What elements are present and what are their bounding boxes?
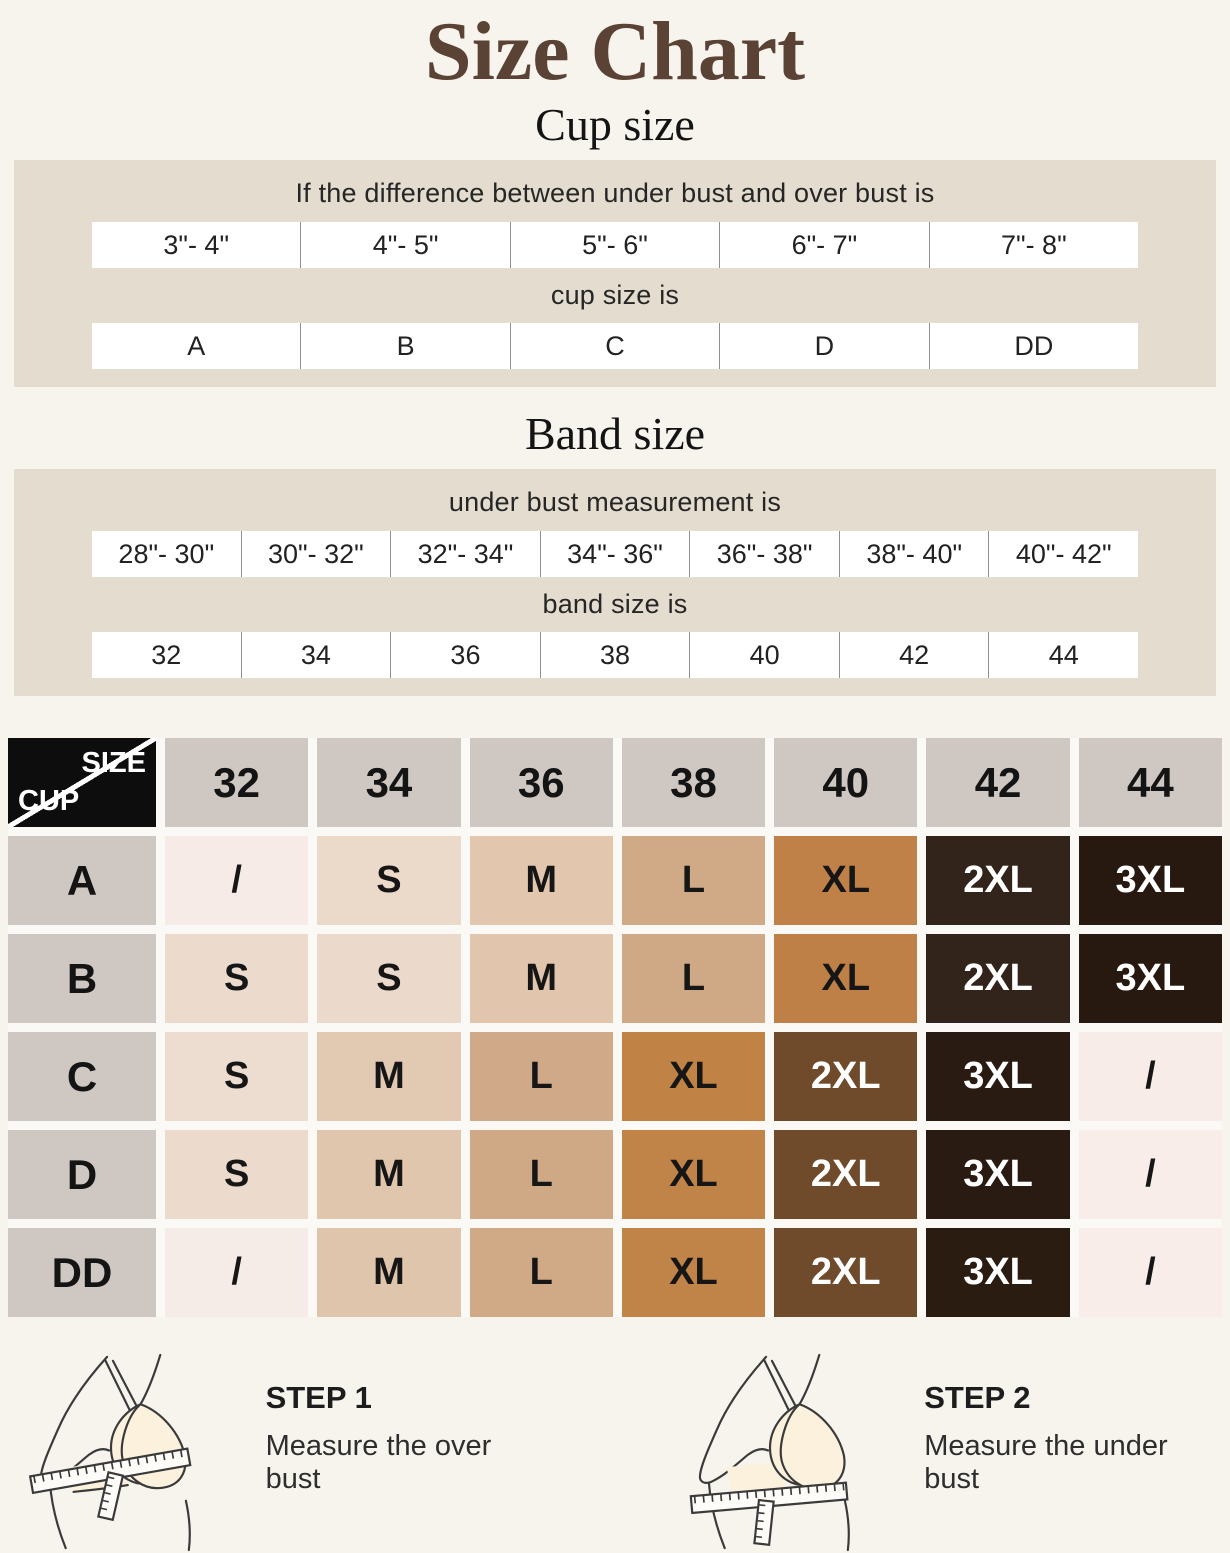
matrix-row-label-c: C	[8, 1032, 156, 1121]
matrix-cell: 2XL	[774, 1228, 917, 1317]
matrix-cell: S	[165, 934, 308, 1023]
measure-over-bust-illustration	[0, 1351, 252, 1553]
matrix-cell: /	[165, 1228, 308, 1317]
band-size-panel	[14, 469, 1216, 696]
step-2-desc: Measure the under bust	[924, 1430, 1168, 1495]
matrix-cell: L	[470, 1032, 613, 1121]
matrix-col-header: 40	[774, 738, 917, 827]
size-matrix-table	[8, 738, 1222, 1317]
matrix-cell: XL	[622, 1130, 765, 1219]
matrix-cell: S	[317, 836, 460, 925]
matrix-cell: 3XL	[926, 1228, 1069, 1317]
value-cell: A	[187, 330, 206, 361]
matrix-cell: M	[317, 1032, 460, 1121]
matrix-col-header: 44	[1079, 738, 1222, 827]
cup-diff-range-row	[92, 222, 1138, 268]
band-range-row	[92, 531, 1138, 577]
value-cell: 44	[988, 632, 1138, 678]
matrix-cell: S	[317, 934, 460, 1023]
value-cell: 36"- 38"	[689, 531, 839, 577]
page-title: Size Chart	[424, 5, 806, 98]
matrix-cell: L	[622, 934, 765, 1023]
cup-size-intro: If the difference between under bust and over bust is	[295, 178, 935, 208]
value-cell: 6"- 7"	[719, 222, 928, 268]
step-2-title: STEP 2	[924, 1380, 1031, 1415]
measure-steps	[0, 1351, 1230, 1553]
matrix-cell: /	[1079, 1228, 1222, 1317]
matrix-col-header: 42	[926, 738, 1069, 827]
value-cell: 36	[390, 632, 540, 678]
matrix-cell: 3XL	[1079, 934, 1222, 1023]
matrix-cell: S	[165, 1130, 308, 1219]
value-cell: 40	[689, 632, 839, 678]
value-cell: 32	[151, 639, 182, 670]
matrix-cell: /	[1079, 1130, 1222, 1219]
matrix-cell: L	[470, 1228, 613, 1317]
corner-cup-label: CUP	[18, 785, 80, 817]
matrix-col-header: 32	[165, 738, 308, 827]
matrix-cell: XL	[622, 1032, 765, 1121]
matrix-row-label-a: A	[8, 836, 156, 925]
matrix-cell: 3XL	[1079, 836, 1222, 925]
value-cell: 34	[241, 632, 391, 678]
value-cell: 7"- 8"	[929, 222, 1138, 268]
step-1	[0, 1351, 554, 1553]
value-cell: 5"- 6"	[510, 222, 719, 268]
matrix-cell: 2XL	[774, 1130, 917, 1219]
value-cell: 38	[540, 632, 690, 678]
matrix-cell: /	[1079, 1032, 1222, 1121]
band-number-row	[92, 632, 1138, 678]
matrix-cell: XL	[622, 1228, 765, 1317]
band-size-intro: under bust measurement is	[448, 487, 782, 517]
cup-letter-row	[92, 323, 1138, 369]
value-cell: 28"- 30"	[118, 538, 215, 569]
matrix-cell: L	[622, 836, 765, 925]
value-cell: 42	[839, 632, 989, 678]
matrix-cell: 3XL	[926, 1032, 1069, 1121]
matrix-cell: M	[470, 836, 613, 925]
matrix-col-header: 34	[317, 738, 460, 827]
matrix-col-header: 38	[622, 738, 765, 827]
matrix-row-label-d: D	[8, 1130, 156, 1219]
matrix-cell: 2XL	[926, 836, 1069, 925]
tape-end	[754, 1500, 773, 1545]
matrix-cell: M	[317, 1228, 460, 1317]
value-cell: D	[719, 323, 928, 369]
value-cell: B	[300, 323, 509, 369]
matrix-cell: 2XL	[774, 1032, 917, 1121]
band-size-mid-label: band size is	[542, 589, 688, 619]
value-cell: DD	[929, 323, 1138, 369]
cup-size-heading: Cup size	[535, 99, 695, 150]
matrix-cell: M	[470, 934, 613, 1023]
value-cell: 34"- 36"	[540, 531, 690, 577]
step-1-title: STEP 1	[265, 1380, 372, 1415]
value-cell: C	[510, 323, 719, 369]
step-1-desc: Measure the over bust	[265, 1430, 492, 1495]
matrix-cell: /	[165, 836, 308, 925]
cup-size-mid-label: cup size is	[550, 280, 680, 310]
matrix-col-header: 36	[470, 738, 613, 827]
value-cell: 32"- 34"	[390, 531, 540, 577]
matrix-cell: XL	[774, 836, 917, 925]
matrix-cell: 2XL	[926, 934, 1069, 1023]
corner-size-label: SIZE	[81, 747, 146, 779]
band-size-heading: Band size	[524, 408, 706, 459]
matrix-cell: L	[470, 1130, 613, 1219]
matrix-cell: XL	[774, 934, 917, 1023]
matrix-row-label-dd: DD	[8, 1228, 156, 1317]
matrix-cell: 3XL	[926, 1130, 1069, 1219]
matrix-cell: S	[165, 1032, 308, 1121]
value-cell: 4"- 5"	[300, 222, 509, 268]
value-cell: 40"- 42"	[988, 531, 1138, 577]
measure-under-bust-illustration	[659, 1351, 911, 1553]
cup-size-panel	[14, 160, 1216, 387]
matrix-row-label-b: B	[8, 934, 156, 1023]
step-2	[659, 1351, 1230, 1553]
size-chart-page	[0, 5, 1230, 1553]
value-cell: 38"- 40"	[839, 531, 989, 577]
matrix-cell: M	[317, 1130, 460, 1219]
value-cell: 3"- 4"	[163, 229, 230, 260]
matrix-corner-cell	[8, 738, 156, 827]
value-cell: 30"- 32"	[241, 531, 391, 577]
